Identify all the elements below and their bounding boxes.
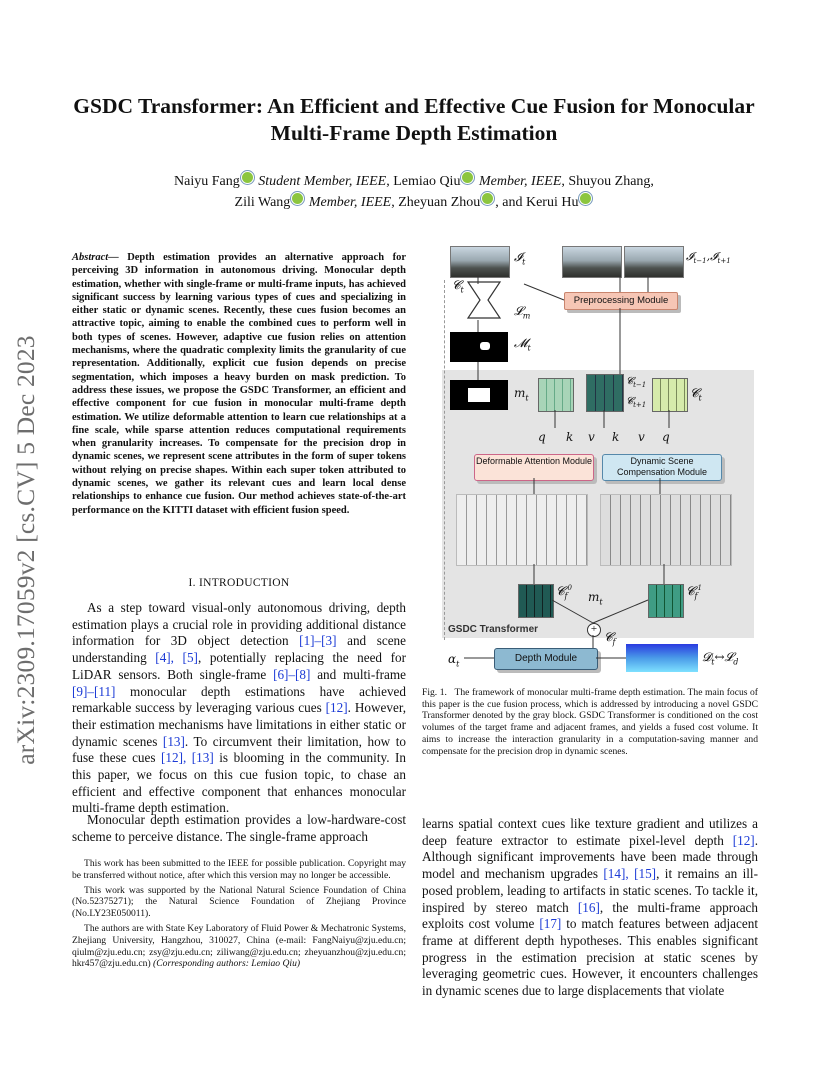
citation-link[interactable]: [9]–[11] — [72, 683, 116, 699]
citation-link[interactable]: [17] — [539, 916, 562, 932]
author-role: Student Member, IEEE — [258, 174, 387, 189]
citation-link[interactable]: [12], [13] — [161, 750, 214, 766]
citation-link[interactable]: [16] — [577, 899, 600, 915]
intro-paragraph-2: Monocular depth estimation provides a low-hardware-cost scheme to perceive distance. The single-frame approach — [72, 812, 406, 844]
orcid-icon[interactable] — [291, 192, 304, 205]
right-column-paragraph: learns spatial context cues like texture gradient and utilizes a deep feature extractor to estimate pixel-level depth [12]. Although significant improvements have been made through model and mechanism upgrades [14], [15], it remains an ill-posed problem, leading to artifacts in static scenes. To tackle it, inspired by stereo match [16], the multi-frame approach exploits cost volume [17] to match features between adjacent frame at different depth hypotheses. This enables significant progress in the estimation precision at static scenes by leveraging geometric cues. However, it encounters challenges in dynamic scenes due to large displacements that violate — [422, 816, 758, 999]
framework-figure: 𝓘$_t$ 𝓘$_{t-1}$,𝓘$_{t+1}$ 𝓒$_t$ Preprocessing Module 𝓛$_m$ 𝓜$_t$ $m_t$ 𝓒$_{t-1}$ 𝓒$_{t+1}$ 𝓒$_t$ q k v k v q Deformable Attention Module Dynamic Scene Compensation Module 𝓒$_f^0$ $m_t$ 𝓒$_f^1$ GSDC Transformer + 𝓒$_f$ $\alpha_t$ Depth Module 𝓓$_t$↔𝓛$_d$ — [448, 240, 760, 680]
author-role: Member, IEEE — [478, 174, 562, 189]
citation-link[interactable]: [14], [15] — [603, 866, 657, 882]
citation-link[interactable]: [13] — [162, 733, 185, 749]
author-name: Lemiao Qiu — [393, 174, 461, 189]
caption-label: Fig. 1. — [422, 687, 447, 698]
abstract-text: — Depth estimation provides an alternative approach for perceiving 3D information in autonomous driving. Monocular depth estimation, whether with single-frame or multi-frame inputs, has achieved significant success by learning various types of cues and specializing in either static or dynamic scenes. Recently, these cues fusion becomes an attractive topic, aiming to enable the combined cues to perform well in both types of scenes. However, adaptive cue fusion relies on attention mechanisms, where the quadratic complexity limits the granularity of cue representation. Additionally, explicit cue fusion depends on precise segmentation, which imposes a heavy burden on mask prediction. To address these issues, we propose the GSDC Transformer, an efficient and effective component for cue fusion in monocular multi-frame depth estimation. We utilize deformable attention to learn cue relationships at a fine scale, while sparse attention reduces computational requirements when granularity increases. To compensate for the precision drop in dynamic scenes, we represent scene attributes in the form of super tokens without relying on precise shapes. Within each super token attributed to dynamic scenes, we gather its relevant cues and learn local dense relationships to enhance cue fusion. Our method achieves state-of-the-art performance on the KITTI dataset with efficient fusion speed. — [72, 252, 406, 516]
arxiv-sidebar-stamp: arXiv:2309.17059v2 [cs.CV] 5 Dec 2023 — [11, 335, 40, 765]
footnote: This work was supported by the National Natural Science Foundation of China (No.52375271); the Natural Science Foundation of Zhejiang Province (No.LY23E050011). — [72, 884, 406, 920]
author-name: Zili Wang — [234, 195, 291, 210]
preprocessing-module: Preprocessing Module — [564, 292, 678, 310]
citation-link[interactable]: [4], [5] — [155, 650, 198, 666]
orcid-icon[interactable] — [461, 171, 474, 184]
footnote: The authors are with State Key Laboratory of Fluid Power & Mechatronic Systems, Zhejiang University, Hangzhou, 310027, China (e-mail: FangNaiyu@zju.edu.cn; qiulm@zju.edu.cn; zsy@zju.edu.cn; ziliwang@zju.edu.cn; zheyuanzhou@zju.edu.cn; hkr457@zju.edu.cn) (Corresponding authors: Lemiao Qiu) — [72, 922, 406, 970]
section-heading: I. INTRODUCTION — [188, 577, 290, 589]
fusion-operator-icon: + — [587, 623, 601, 637]
figure-caption — [422, 687, 758, 757]
citation-link[interactable]: [12] — [325, 700, 348, 716]
deformable-attention-module: Deformable Attention Module — [474, 454, 594, 481]
depth-module: Depth Module — [494, 648, 598, 670]
author-name: and Kerui Hu — [502, 195, 579, 210]
citation-link[interactable]: [1]–[3] — [299, 633, 337, 649]
caption-text: The framework of monocular multi-frame depth estimation. The main focus of this paper is the cue fusion process, which is addressed by introducing a novel GSDC Transformer denoted by the gray block. GSDC Transformer is conditioned on the cost volumes of the target frame and adjacent frames, and yields a fused cost volume. It aims to increase the interaction granularity in a computation-saving manner and compensate for the precision drop in dynamic scenes. — [422, 687, 758, 757]
footnote: This work has been submitted to the IEEE for possible publication. Copyright may be transferred without notice, after which this version may no longer be accessible. — [72, 858, 406, 881]
abstract-label: Abstract — [72, 252, 109, 263]
orcid-icon[interactable] — [241, 171, 254, 184]
citation-link[interactable]: [12] — [732, 832, 755, 848]
orcid-icon[interactable] — [579, 192, 592, 205]
orcid-icon[interactable] — [481, 192, 494, 205]
author-name: Naiyu Fang — [174, 174, 240, 189]
dynamic-scene-compensation-module: Dynamic Scene Compensation Module — [602, 454, 722, 481]
gsdc-label: GSDC Transformer — [448, 624, 539, 635]
citation-link[interactable]: [6]–[8] — [273, 666, 311, 682]
author-name: Shuyou Zhang, — [568, 174, 654, 189]
author-role: Member, IEEE — [308, 195, 392, 210]
author-name: Zheyuan Zhou — [398, 195, 481, 210]
intro-paragraph-1: As a step toward visual-only autonomous driving, depth estimation plays a crucial role in providing additional distance information for 3D object detection [1]–[3] and scene understanding [4], [5], potentially replacing the need for LiDAR sensors. Both single-frame [6]–[8] and multi-frame [9]–[11] monocular depth estimations have achieved remarkable success by leveraging various cues [12]. However, their estimation mechanisms have limitations in either static or dynamic scenes [13]. To circumvent their limitation, how to fuse these cues [12], [13] is blooming in the community. In this paper, we focus on this cue fusion topic, to chase an efficient and effective component that enhances monocular multi-frame depth estimation. — [72, 600, 407, 816]
paper-title: GSDC Transformer: An Efficient and Effective Cue Fusion for Monocular Multi-Frame Depth Estimation — [73, 94, 755, 145]
abstract — [72, 251, 406, 517]
author-list: Naiyu Fang Student Member, IEEE, Lemiao Qiu Member, IEEE, Shuyou Zhang, Zili Wang Member, IEEE, Zheyuan Zhou , and Kerui Hu — [60, 171, 768, 213]
footnotes — [72, 858, 406, 973]
